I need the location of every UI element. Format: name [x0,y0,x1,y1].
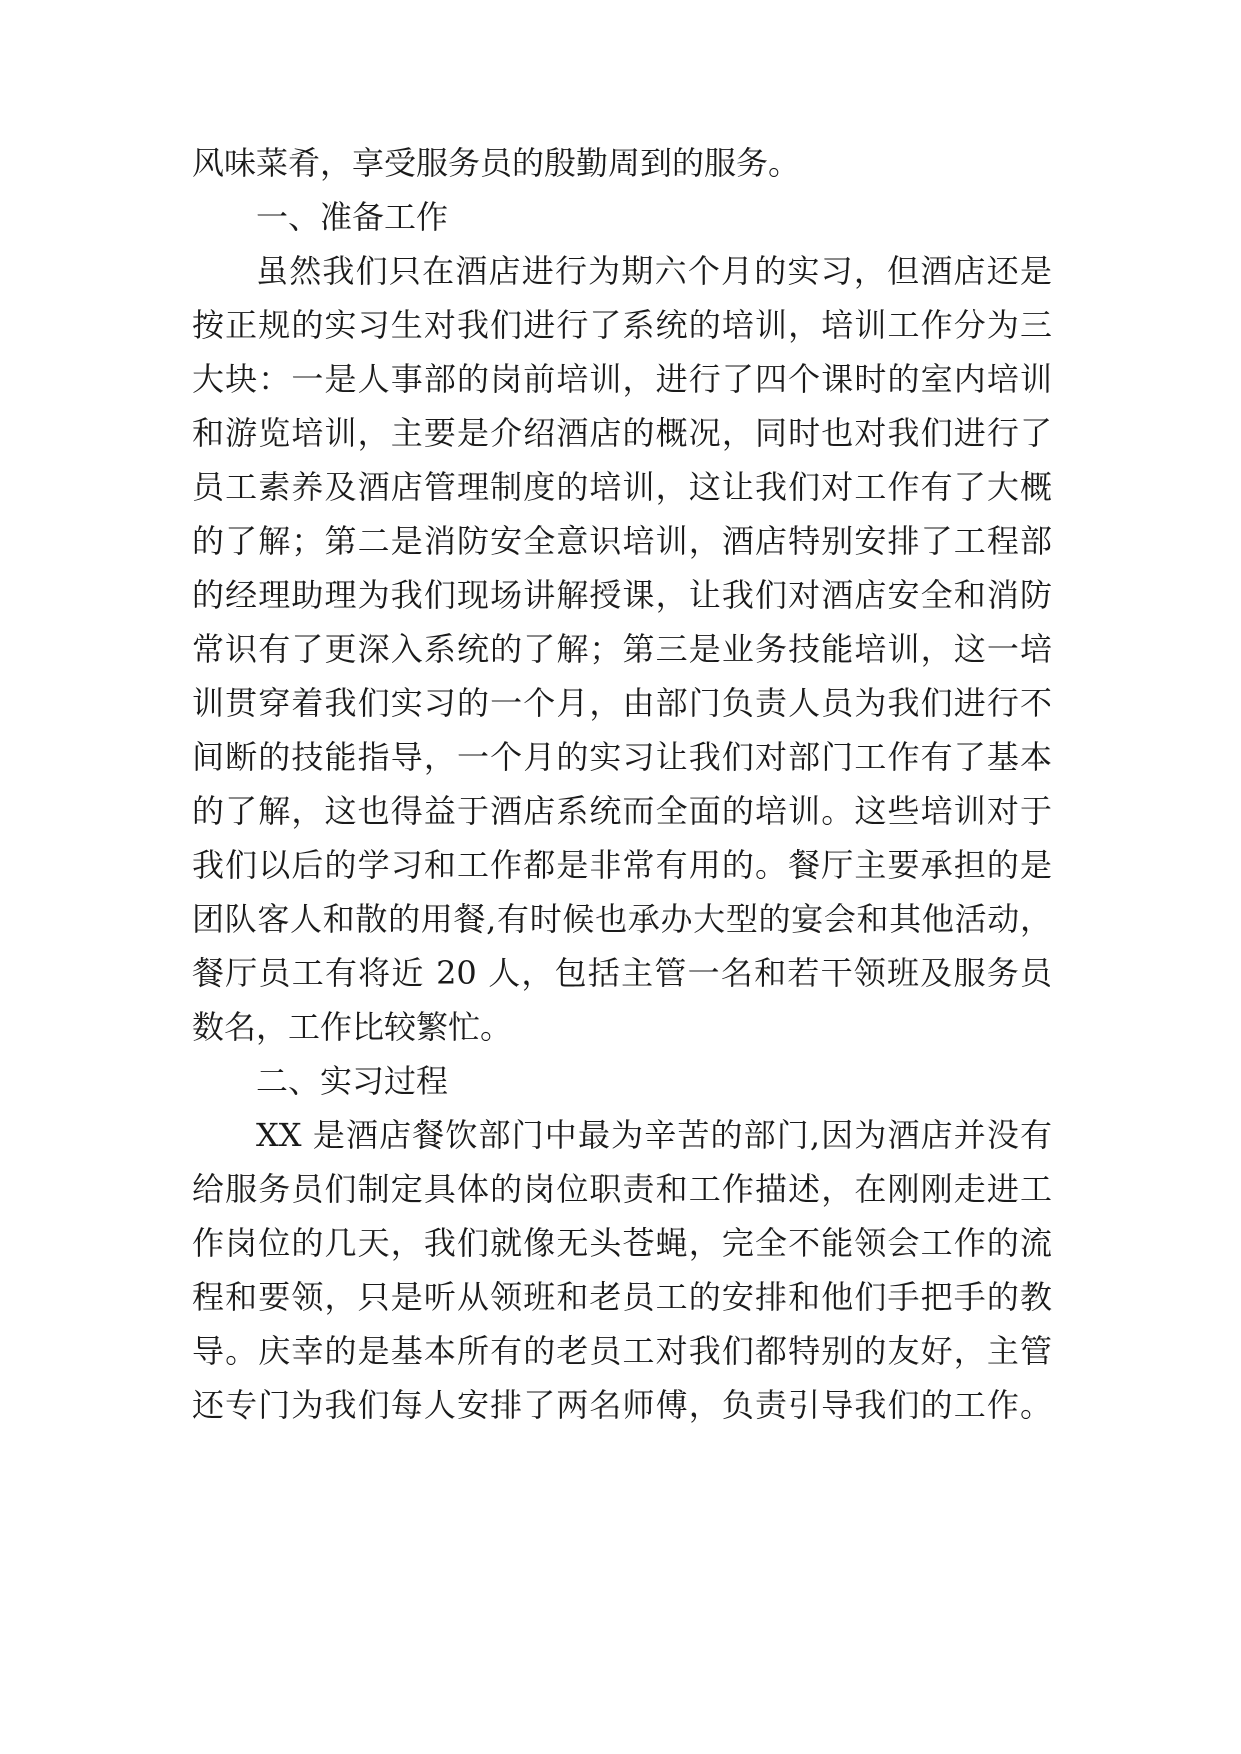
section-heading: 二、实习过程 [256,1062,449,1100]
paragraph-line: 常识有了更深入系统的了解；第三是业务技能培训，这一培 [192,630,1052,668]
paragraph-line: 间断的技能指导，一个月的实习让我们对部门工作有了基本 [192,738,1052,776]
paragraph-line: 还专门为我们每人安排了两名师傅，负责引导我们的工作。 [192,1386,1052,1424]
paragraph-line: 大块：一是人事部的岗前培训，进行了四个课时的室内培训 [192,360,1052,398]
paragraph-line: 风味菜肴，享受服务员的殷勤周到的服务。 [192,144,801,182]
paragraph-line: 给服务员们制定具体的岗位职责和工作描述，在刚刚走进工 [192,1170,1052,1208]
paragraph-line: 团队客人和散的用餐,有时候也承办大型的宴会和其他活动， [192,900,1052,938]
paragraph-line: 按正规的实习生对我们进行了系统的培训，培训工作分为三 [192,306,1052,344]
paragraph-line: 数名，工作比较繁忙。 [192,1008,513,1046]
paragraph-line: 员工素养及酒店管理制度的培训，这让我们对工作有了大概 [192,468,1052,506]
paragraph-line: 训贯穿着我们实习的一个月，由部门负责人员为我们进行不 [192,684,1052,722]
paragraph-line: 我们以后的学习和工作都是非常有用的。餐厅主要承担的是 [192,846,1052,884]
paragraph-line: 的了解，这也得益于酒店系统而全面的培训。这些培训对于 [192,792,1052,830]
paragraph-line: 作岗位的几天，我们就像无头苍蝇，完全不能领会工作的流 [192,1224,1052,1262]
paragraph-line: 虽然我们只在酒店进行为期六个月的实习，但酒店还是 [256,252,1052,290]
paragraph-line: 和游览培训，主要是介绍酒店的概况，同时也对我们进行了 [192,414,1052,452]
paragraph-line: 餐厅员工有将近 20 人，包括主管一名和若干领班及服务员 [192,954,1052,992]
paragraph-line: 的了解；第二是消防安全意识培训，酒店特别安排了工程部 [192,522,1052,560]
section-heading: 一、准备工作 [256,198,449,236]
paragraph-line: 导。庆幸的是基本所有的老员工对我们都特别的友好，主管 [192,1332,1052,1370]
paragraph-line: 程和要领，只是听从领班和老员工的安排和他们手把手的教 [192,1278,1052,1316]
paragraph-line: XX 是酒店餐饮部门中最为辛苦的部门,因为酒店并没有 [256,1116,1052,1154]
paragraph-line: 的经理助理为我们现场讲解授课，让我们对酒店安全和消防 [192,576,1052,614]
